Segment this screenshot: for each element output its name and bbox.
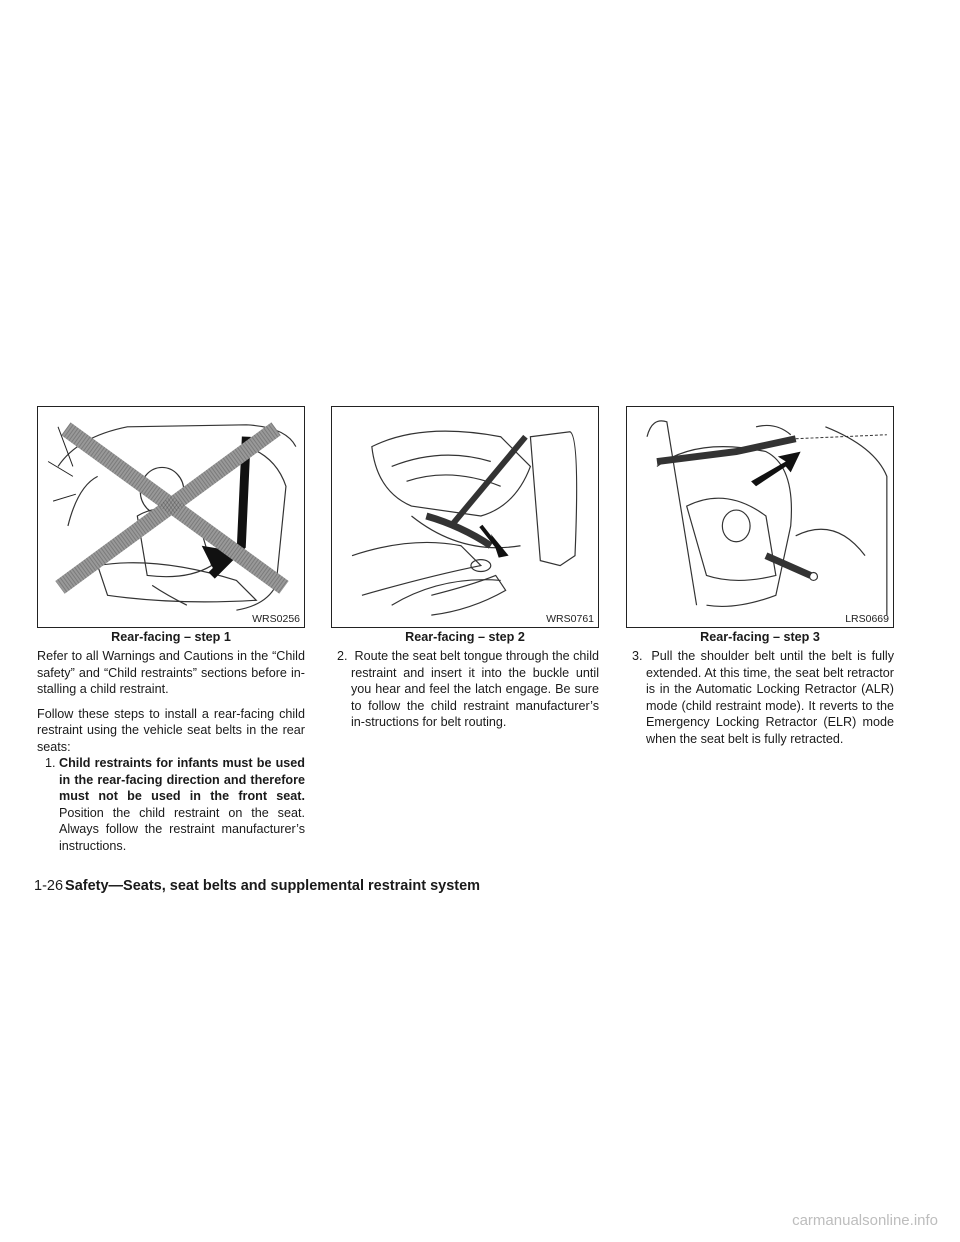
- step-1-text: Position the child restraint on the seat. Always follow the restraint manufacturer’s instructions.: [59, 805, 305, 853]
- section-title: Safety—Seats, seat belts and supplemental restraint system: [65, 878, 481, 894]
- page-footer: [34, 878, 480, 894]
- figure-code: WRS0761: [546, 613, 594, 625]
- step-3: [626, 648, 894, 747]
- page-number: 1-26: [34, 878, 64, 894]
- illustration-rear-facing-step1: [38, 407, 304, 627]
- figure-code: WRS0256: [252, 613, 300, 625]
- instruction-paragraph: Follow these steps to install a rear-facing child restraint using the vehicle seat belts in the rear seats:: [37, 706, 305, 754]
- figure-caption: Rear-facing – step 2: [405, 630, 525, 644]
- figure-rear-facing-step1: [37, 406, 305, 628]
- figure-code: LRS0669: [845, 613, 889, 625]
- step-1-warning: Child restraints for infants must be used in the rear-facing direction and therefore must not be used in the front seat.: [59, 756, 305, 803]
- step-2: [331, 648, 599, 731]
- step-number: 1.: [45, 756, 56, 770]
- step-number: 2.: [337, 649, 348, 663]
- step-1: [37, 755, 305, 854]
- figure-caption: Rear-facing – step 1: [111, 630, 231, 644]
- column-1: [37, 648, 305, 862]
- step-2-text: Route the seat belt tongue through the child restraint and insert it into the buckle until you hear and feel the latch engage. Be sure to follow the child restraint manufacturer’s in-structions for belt routing.: [351, 649, 600, 729]
- figure-rear-facing-step2: [331, 406, 599, 628]
- illustration-rear-facing-step2: [332, 407, 598, 627]
- watermark: carmanualsonline.info: [792, 1212, 938, 1229]
- step-number: 3.: [632, 649, 643, 663]
- column-2: [331, 648, 599, 739]
- intro-paragraph: Refer to all Warnings and Cautions in the “Child safety” and “Child restraints” sections before in-stalling a child restraint.: [37, 649, 305, 696]
- step-3-text: Pull the shoulder belt until the belt is fully extended. At this time, the seat belt retractor is in the Automatic Locking Retractor (ALR) mode (child restraint mode). It reverts to the Emergency Locking Retractor (ELR) mode when the seat belt is fully retracted.: [646, 649, 894, 746]
- illustration-rear-facing-step3: [627, 407, 893, 627]
- figure-rear-facing-step3: [626, 406, 894, 628]
- figure-caption: Rear-facing – step 3: [700, 630, 820, 644]
- column-3: [626, 648, 894, 755]
